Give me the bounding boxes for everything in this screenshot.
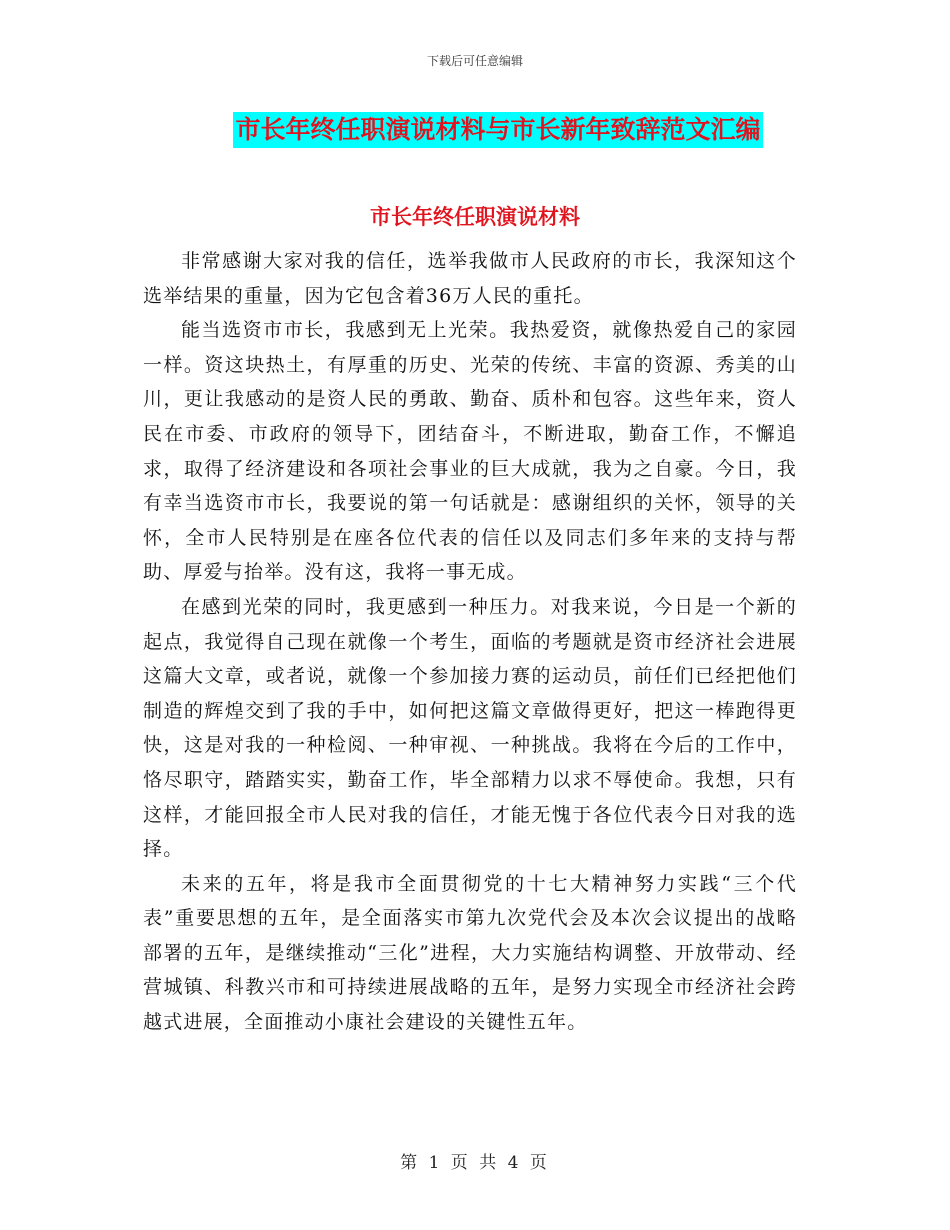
main-title: 市长年终任职演说材料与市长新年致辞范文汇编: [233, 112, 762, 148]
paragraph: 未来的五年，将是我市全面贯彻党的十七大精神努力实践“三个代表”重要思想的五年，是全面落实市第九次党代会及本次会议提出的战略部署的五年，是继续推动“三化”进程，大力实施结构调整、开放带动、经营城镇、科教兴市和可持续进展战略的五年，是努力实现全市经济社会跨越式进展，全面推动小康社会建设的关键性五年。: [143, 872, 797, 1034]
paragraph: 能当选资市市长，我感到无上光荣。我热爱资，就像热爱自己的家园一样。资这块热土，有厚重的历史、光荣的传统、丰富的资源、秀美的山川，更让我感动的是资人民的勇敢、勤奋、质朴和包容。这些年来，资人民在市委、市政府的领导下，团结奋斗，不断进取，勤奋工作，不懈追求，取得了经济建设和各项社会事业的巨大成就，我为之自豪。今日，我有幸当选资市市长，我要说的第一句话就是：感谢组织的关怀，领导的关怀，全市人民特别是在座各位代表的信任以及同志们多年来的支持与帮助、厚爱与抬举。没有这，我将一事无成。: [143, 319, 797, 584]
paragraph: 非常感谢大家对我的信任，选举我做市人民政府的市长，我深知这个选举结果的重量，因为它包含着36万人民的重托。: [143, 250, 797, 307]
paragraph: 在感到光荣的同时，我更感到一种压力。对我来说，今日是一个新的起点，我觉得自己现在就像一个考生，面临的考题就是资市经济社会进展这篇大文章，或者说，就像一个参加接力赛的运动员，前任们已经把他们制造的辉煌交到了我的手中，如何把这篇文章做得更好，把这一棒跑得更快，这是对我的一种检阅、一种审视、一种挑战。我将在今后的工作中，恪尽职守，踏踏实实，勤奋工作，毕全部精力以求不辱使命。我想，只有这样，才能回报全市人民对我的信任，才能无愧于各位代表今日对我的选择。: [143, 595, 797, 861]
header-note: 下载后可任意编辑: [426, 54, 523, 68]
section-title: 市长年终任职演说材料: [370, 204, 580, 229]
document-body: [143, 244, 797, 1040]
main-title-container: [0, 112, 950, 148]
page-number: 第 1 页 共 4 页: [400, 1153, 550, 1173]
